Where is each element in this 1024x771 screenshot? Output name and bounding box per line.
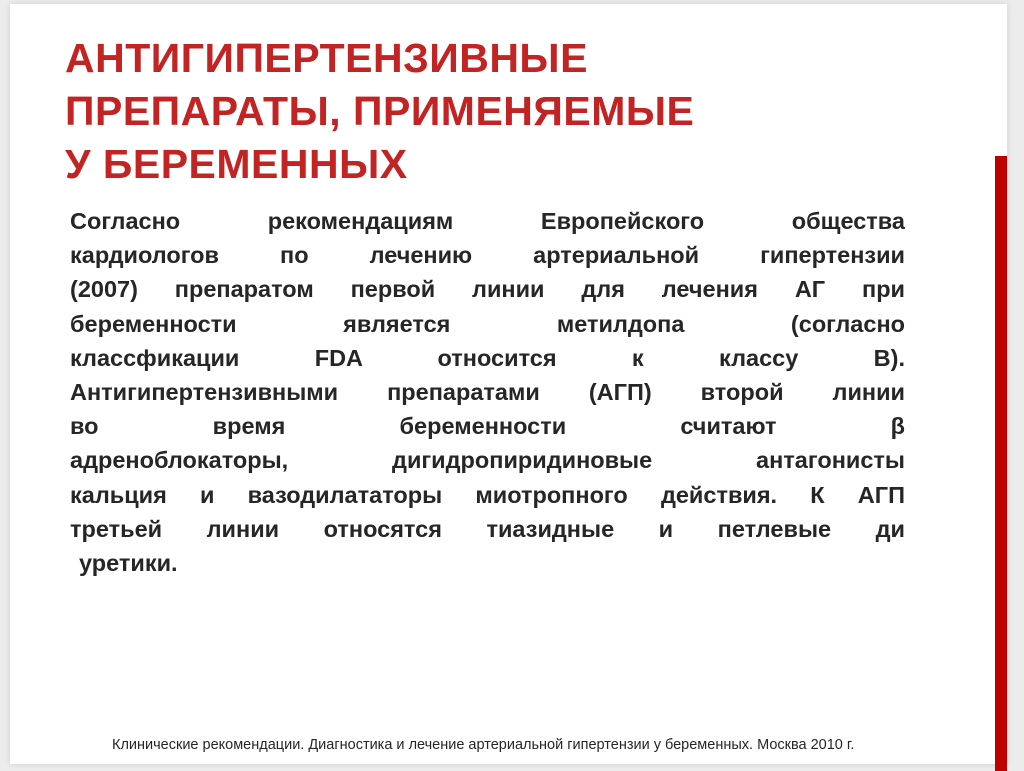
title-line: У БЕРЕМЕННЫХ (65, 141, 408, 187)
slide-title (65, 32, 965, 191)
slide-page (10, 4, 1007, 764)
body-line: беременности является метилдопа (согласно (70, 310, 905, 337)
body-line: во время беременности считают β (70, 413, 905, 440)
footnote-citation: Клинические рекомендации. Диагностика и лечение артериальной гипертензии у беременных. Москва 2010 г. (112, 737, 855, 753)
body-line: третьей линии относятся тиазидные и петлевые ди (70, 515, 905, 542)
body-line: адреноблокаторы, дигидропиридиновые антагонисты (70, 447, 905, 474)
title-line: АНТИГИПЕРТЕНЗИВНЫЕ (65, 35, 588, 81)
body-line: Антигипертензивными препаратами (АГП) второй линии (70, 379, 905, 406)
body-line: уретики. (79, 550, 178, 577)
body-line: кардиологов по лечению артериальной гипертензии (70, 242, 905, 269)
body-line: кальция и вазодилататоры миотропного действия. К АГП (70, 481, 905, 508)
title-line: ПРЕПАРАТЫ, ПРИМЕНЯЕМЫЕ (65, 88, 695, 134)
accent-bar (995, 156, 1007, 771)
body-line: Согласно рекомендациям Европейского общества (70, 208, 905, 234)
body-line: (2007) препаратом первой линии для лечения АГ при (70, 276, 905, 303)
body-line: классфикации FDA относится к классу В). (70, 344, 905, 371)
body-paragraph (70, 204, 905, 580)
